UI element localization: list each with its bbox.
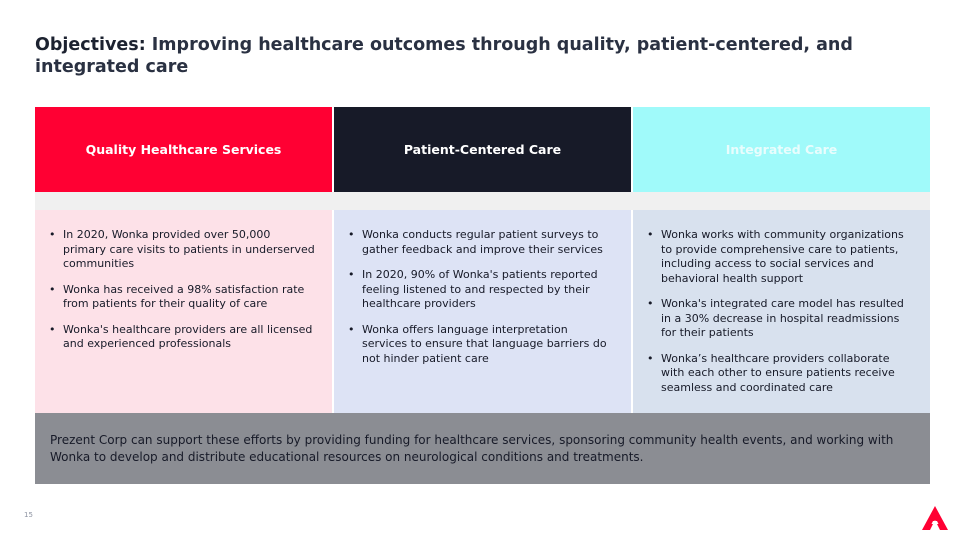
column-header-integrated: Integrated Care bbox=[633, 107, 930, 192]
bullet-list bbox=[647, 228, 914, 395]
column-body-integrated bbox=[633, 210, 930, 413]
bullet-item: • Wonka’s healthcare providers collaborate with each other to ensure patients receive seamless and coordinated care bbox=[661, 352, 914, 396]
bullet-item: • Wonka's integrated care model has resulted in a 30% decrease in hospital readmissions for their patients bbox=[661, 297, 914, 341]
bullet-item: • In 2020, Wonka provided over 50,000 primary care visits to patients in underserved communities bbox=[63, 228, 316, 272]
bullet-item: • Wonka works with community organizations to provide comprehensive care to patients, including access to social services and behavioral health support bbox=[661, 228, 914, 286]
page-number: 15 bbox=[24, 511, 33, 519]
brand-logo-icon bbox=[921, 505, 949, 531]
column-body-quality bbox=[35, 210, 332, 413]
bullet-item: • In 2020, 90% of Wonka's patients reported feeling listened to and respected by their healthcare providers bbox=[362, 268, 615, 312]
slide-title bbox=[35, 34, 915, 78]
title-rest: Improving healthcare outcomes through quality, patient-centered, and integrated care bbox=[35, 35, 853, 77]
bullet-list bbox=[49, 228, 316, 352]
column-body-patient-centered bbox=[334, 210, 631, 413]
header-body-spacer bbox=[35, 192, 930, 210]
bullet-item: • Wonka's healthcare providers are all licensed and experienced professionals bbox=[63, 323, 316, 352]
support-summary-text: Prezent Corp can support these efforts by providing funding for healthcare services, sponsoring community health events, and working with Wonka to develop and distribute educational resources on neurological conditions and treatments. bbox=[50, 433, 894, 464]
title-lead: Objectives: bbox=[35, 35, 146, 55]
bullet-item: • Wonka has received a 98% satisfaction rate from patients for their quality of care bbox=[63, 283, 316, 312]
support-summary-box bbox=[35, 413, 930, 484]
bullet-item: • Wonka offers language interpretation services to ensure that language barriers do not hinder patient care bbox=[362, 323, 615, 367]
bullet-list bbox=[348, 228, 615, 366]
bullet-item: • Wonka conducts regular patient surveys to gather feedback and improve their services bbox=[362, 228, 615, 257]
column-header-patient-centered: Patient-Centered Care bbox=[334, 107, 631, 192]
column-header-quality: Quality Healthcare Services bbox=[35, 107, 332, 192]
